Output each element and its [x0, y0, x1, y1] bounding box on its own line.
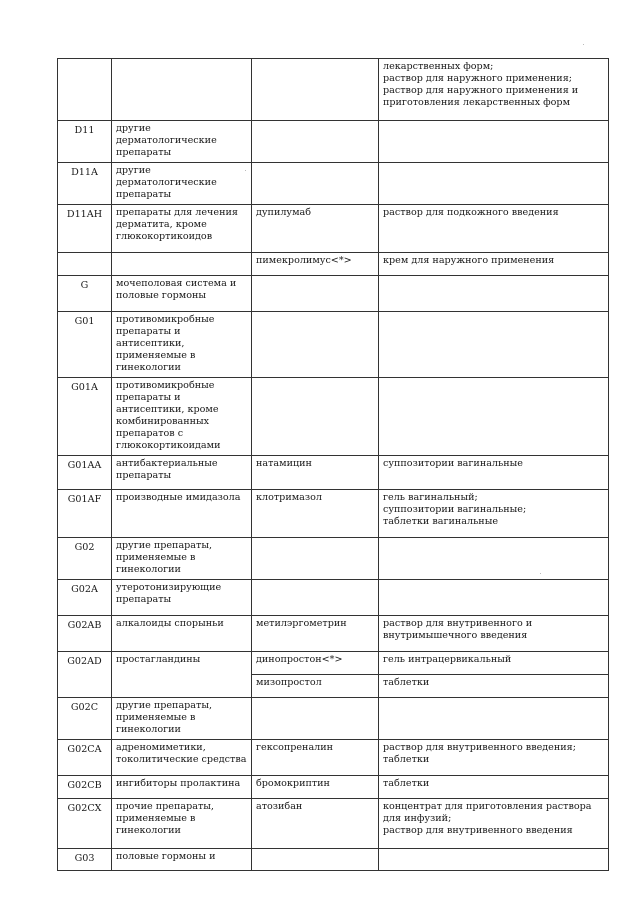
- table-row: [58, 121, 609, 163]
- group-name-cell: адреномиметики, токолитические средства: [112, 740, 252, 776]
- atc-code-cell: [58, 253, 112, 276]
- drug-name-cell: динопростон<*>: [252, 652, 379, 675]
- dosage-form-line: раствор для внутривенного введения: [383, 825, 573, 836]
- dosage-forms-cell: [379, 580, 609, 616]
- atc-code-cell: D11AH: [58, 205, 112, 253]
- group-name-cell: противомикробные препараты и антисептики, кроме комбинированных препаратов с глюкокортикоидами: [112, 378, 252, 456]
- dosage-forms-cell: [379, 490, 609, 538]
- table-body: [58, 59, 609, 871]
- drug-name-cell: [252, 276, 379, 312]
- atc-code-cell: D11: [58, 121, 112, 163]
- dosage-forms-cell: [379, 59, 609, 121]
- group-name-cell: другие препараты, применяемые в гинекологии: [112, 538, 252, 580]
- dosage-forms-cell: [379, 675, 609, 698]
- drug-name-cell: [252, 538, 379, 580]
- drug-name-cell: [252, 698, 379, 740]
- group-name-cell: другие препараты, применяемые в гинекологии: [112, 698, 252, 740]
- table-row: [58, 538, 609, 580]
- drug-name-cell: [252, 59, 379, 121]
- drug-name-cell: [252, 312, 379, 378]
- table-row: [58, 776, 609, 799]
- group-name-cell: половые гормоны и: [112, 849, 252, 871]
- dosage-forms-cell: [379, 312, 609, 378]
- table-row: [58, 849, 609, 871]
- drug-name-cell: пимекролимус<*>: [252, 253, 379, 276]
- scan-speck: [540, 573, 541, 574]
- table-row: [58, 740, 609, 776]
- table-row: [58, 799, 609, 849]
- atc-code-cell: [58, 59, 112, 121]
- group-name-cell: алкалоиды спорыньи: [112, 616, 252, 652]
- table-row: [58, 698, 609, 740]
- dosage-form-line: таблетки: [383, 778, 430, 789]
- atc-code-cell: G01AA: [58, 456, 112, 490]
- drug-name-cell: атозибан: [252, 799, 379, 849]
- drug-name-cell: дупилумаб: [252, 205, 379, 253]
- table-row: [58, 276, 609, 312]
- atc-code-cell: G02CB: [58, 776, 112, 799]
- table-row: [58, 580, 609, 616]
- dosage-forms-cell: [379, 616, 609, 652]
- scan-speck: [245, 170, 246, 171]
- dosage-form-line: раствор для наружного применения и: [383, 85, 579, 96]
- group-name-cell: [112, 253, 252, 276]
- table-row: [58, 205, 609, 253]
- table-row: [58, 456, 609, 490]
- dosage-forms-cell: [379, 538, 609, 580]
- dosage-form-line: гель вагинальный;: [383, 492, 478, 503]
- table-row: [58, 490, 609, 538]
- atc-code-cell: G01: [58, 312, 112, 378]
- group-name-cell: противомикробные препараты и антисептики, применяемые в гинекологии: [112, 312, 252, 378]
- drug-name-cell: [252, 121, 379, 163]
- atc-code-cell: G01AF: [58, 490, 112, 538]
- drug-classification-table: [57, 58, 609, 871]
- atc-code-cell: D11A: [58, 163, 112, 205]
- drug-name-cell: клотримазол: [252, 490, 379, 538]
- dosage-form-line: таблетки: [383, 677, 430, 688]
- table-row: [58, 652, 609, 675]
- dosage-forms-cell: [379, 740, 609, 776]
- drug-name-cell: [252, 849, 379, 871]
- dosage-form-line: раствор для подкожного введения: [383, 207, 559, 218]
- drug-name-cell: гексопреналин: [252, 740, 379, 776]
- dosage-form-line: суппозитории вагинальные;: [383, 504, 527, 515]
- group-name-cell: утеротонизирующие препараты: [112, 580, 252, 616]
- dosage-form-line: приготовления лекарственных форм: [383, 97, 571, 108]
- group-name-cell: ингибиторы пролактина: [112, 776, 252, 799]
- table-row: [58, 163, 609, 205]
- dosage-forms-cell: [379, 253, 609, 276]
- dosage-form-line: таблетки вагинальные: [383, 516, 499, 527]
- drug-name-cell: [252, 378, 379, 456]
- dosage-forms-cell: [379, 205, 609, 253]
- atc-code-cell: G02CA: [58, 740, 112, 776]
- dosage-form-line: лекарственных форм;: [383, 61, 494, 72]
- atc-code-cell: G02: [58, 538, 112, 580]
- table-row: [58, 378, 609, 456]
- dosage-form-line: раствор для наружного применения;: [383, 73, 572, 84]
- dosage-forms-cell: [379, 378, 609, 456]
- table-row: [58, 59, 609, 121]
- atc-code-cell: G03: [58, 849, 112, 871]
- atc-code-cell: G02AD: [58, 652, 112, 698]
- group-name-cell: простагландины: [112, 652, 252, 698]
- dosage-forms-cell: [379, 456, 609, 490]
- dosage-forms-cell: [379, 121, 609, 163]
- group-name-cell: [112, 59, 252, 121]
- group-name-cell: прочие препараты, применяемые в гинекологии: [112, 799, 252, 849]
- dosage-forms-cell: [379, 698, 609, 740]
- group-name-cell: антибактериальные препараты: [112, 456, 252, 490]
- group-name-cell: препараты для лечения дерматита, кроме глюкокортикоидов: [112, 205, 252, 253]
- table-row: [58, 616, 609, 652]
- atc-code-cell: G02A: [58, 580, 112, 616]
- dosage-form-line: таблетки: [383, 754, 430, 765]
- drug-name-cell: [252, 580, 379, 616]
- dosage-forms-cell: [379, 849, 609, 871]
- table-row: [58, 253, 609, 276]
- group-name-cell: мочеполовая система и половые гормоны: [112, 276, 252, 312]
- atc-code-cell: G: [58, 276, 112, 312]
- drug-name-cell: метилэргометрин: [252, 616, 379, 652]
- scan-speck: [583, 44, 584, 45]
- dosage-forms-cell: [379, 276, 609, 312]
- dosage-form-line: крем для наружного применения: [383, 255, 555, 266]
- dosage-form-line: концентрат для приготовления раствора для инфузий;: [383, 801, 592, 824]
- group-name-cell: производные имидазола: [112, 490, 252, 538]
- drug-name-cell: натамицин: [252, 456, 379, 490]
- dosage-form-line: суппозитории вагинальные: [383, 458, 523, 469]
- dosage-form-line: раствор для внутривенного введения;: [383, 742, 576, 753]
- drug-name-cell: [252, 163, 379, 205]
- group-name-cell: другие дерматологические препараты: [112, 121, 252, 163]
- drug-name-cell: мизопростол: [252, 675, 379, 698]
- group-name-cell: другие дерматологические препараты: [112, 163, 252, 205]
- dosage-forms-cell: [379, 799, 609, 849]
- dosage-form-line: гель интрацервикальный: [383, 654, 512, 665]
- atc-code-cell: G02AB: [58, 616, 112, 652]
- drug-name-cell: бромокриптин: [252, 776, 379, 799]
- dosage-forms-cell: [379, 776, 609, 799]
- atc-code-cell: G02CX: [58, 799, 112, 849]
- atc-code-cell: G01A: [58, 378, 112, 456]
- dosage-form-line: раствор для внутривенного и внутримышечного введения: [383, 618, 533, 641]
- dosage-forms-cell: [379, 652, 609, 675]
- atc-code-cell: G02C: [58, 698, 112, 740]
- table-row: [58, 312, 609, 378]
- dosage-forms-cell: [379, 163, 609, 205]
